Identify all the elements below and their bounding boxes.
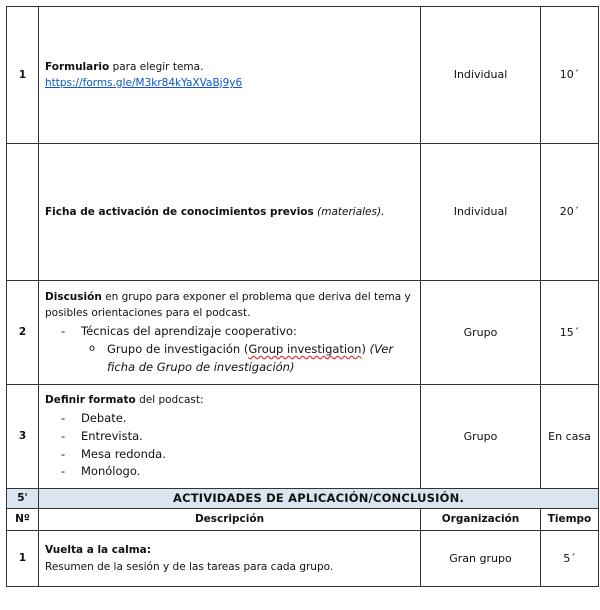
sub-item-text: ) — [361, 341, 370, 356]
organization-cell: Grupo — [421, 281, 541, 385]
materials-note: (materiales). — [313, 205, 385, 218]
activity-title: Vuelta a la calma: — [45, 544, 151, 557]
section-title: ACTIVIDADES DE APLICACIÓN/CONCLUSIÓN. — [39, 489, 599, 509]
technique-list — [45, 323, 414, 341]
time-cell: 20´ — [541, 144, 599, 281]
see-reference: (Ver ficha de Grupo de investigación) — [107, 341, 394, 374]
header-organization: Organización — [421, 509, 541, 531]
organization-cell: Individual — [421, 144, 541, 281]
activity-text: en grupo para exponer el problema que deriva del tema y posibles orientaciones para el podcast. — [45, 290, 411, 319]
section-time: 5' — [7, 489, 39, 509]
column-header-row — [7, 509, 599, 531]
activity-title: Discusión — [45, 290, 102, 303]
organization-cell: Grupo — [421, 385, 541, 489]
activity-description — [39, 7, 421, 144]
time-cell: En casa — [541, 385, 599, 489]
header-time: Tiempo — [541, 509, 599, 531]
activity-text: para elegir tema. — [109, 60, 204, 73]
format-list — [45, 410, 414, 481]
row-number: 3 — [7, 385, 39, 489]
list-item: - Entrevista. — [61, 428, 414, 446]
time-cell: 15´ — [541, 281, 599, 385]
list-item: - Mesa redonda. — [61, 446, 414, 464]
activity-description — [39, 385, 421, 489]
row-number: 2 — [7, 281, 39, 385]
lesson-plan-table — [6, 6, 599, 587]
activity-description — [39, 531, 421, 587]
row-number — [7, 144, 39, 281]
time-cell: 10´ — [541, 7, 599, 144]
table-row — [7, 531, 599, 587]
time-cell: 5´ — [541, 531, 599, 587]
table-row — [7, 385, 599, 489]
table-row — [7, 281, 599, 385]
list-item — [89, 341, 414, 377]
organization-cell: Gran grupo — [421, 531, 541, 587]
english-term: Group investigation — [248, 341, 362, 356]
activity-title: Ficha de activación de conocimientos previos — [45, 205, 314, 218]
section-header-row — [7, 489, 599, 509]
activity-text: del podcast: — [135, 393, 204, 406]
list-item: - Debate. — [61, 410, 414, 428]
activity-title: Definir formato — [45, 393, 136, 406]
row-number: 1 — [7, 531, 39, 587]
sub-item-text: Grupo de investigación ( — [107, 341, 249, 356]
header-number: Nº — [7, 509, 39, 531]
header-description: Descripción — [39, 509, 421, 531]
activity-text: Resumen de la sesión y de las tareas para cada grupo. — [45, 560, 334, 573]
activity-title: Formulario — [45, 60, 110, 73]
activity-description — [39, 144, 421, 281]
activity-description — [39, 281, 421, 385]
table-row — [7, 144, 599, 281]
list-item: - Técnicas del aprendizaje cooperativo: — [61, 323, 414, 341]
row-number: 1 — [7, 7, 39, 144]
form-link[interactable]: https://forms.gle/M3kr84kYaXVaBj9y6 — [45, 77, 243, 89]
list-item: - Monólogo. — [61, 463, 414, 481]
sub-list — [45, 341, 414, 377]
table-row — [7, 7, 599, 144]
organization-cell: Individual — [421, 7, 541, 144]
